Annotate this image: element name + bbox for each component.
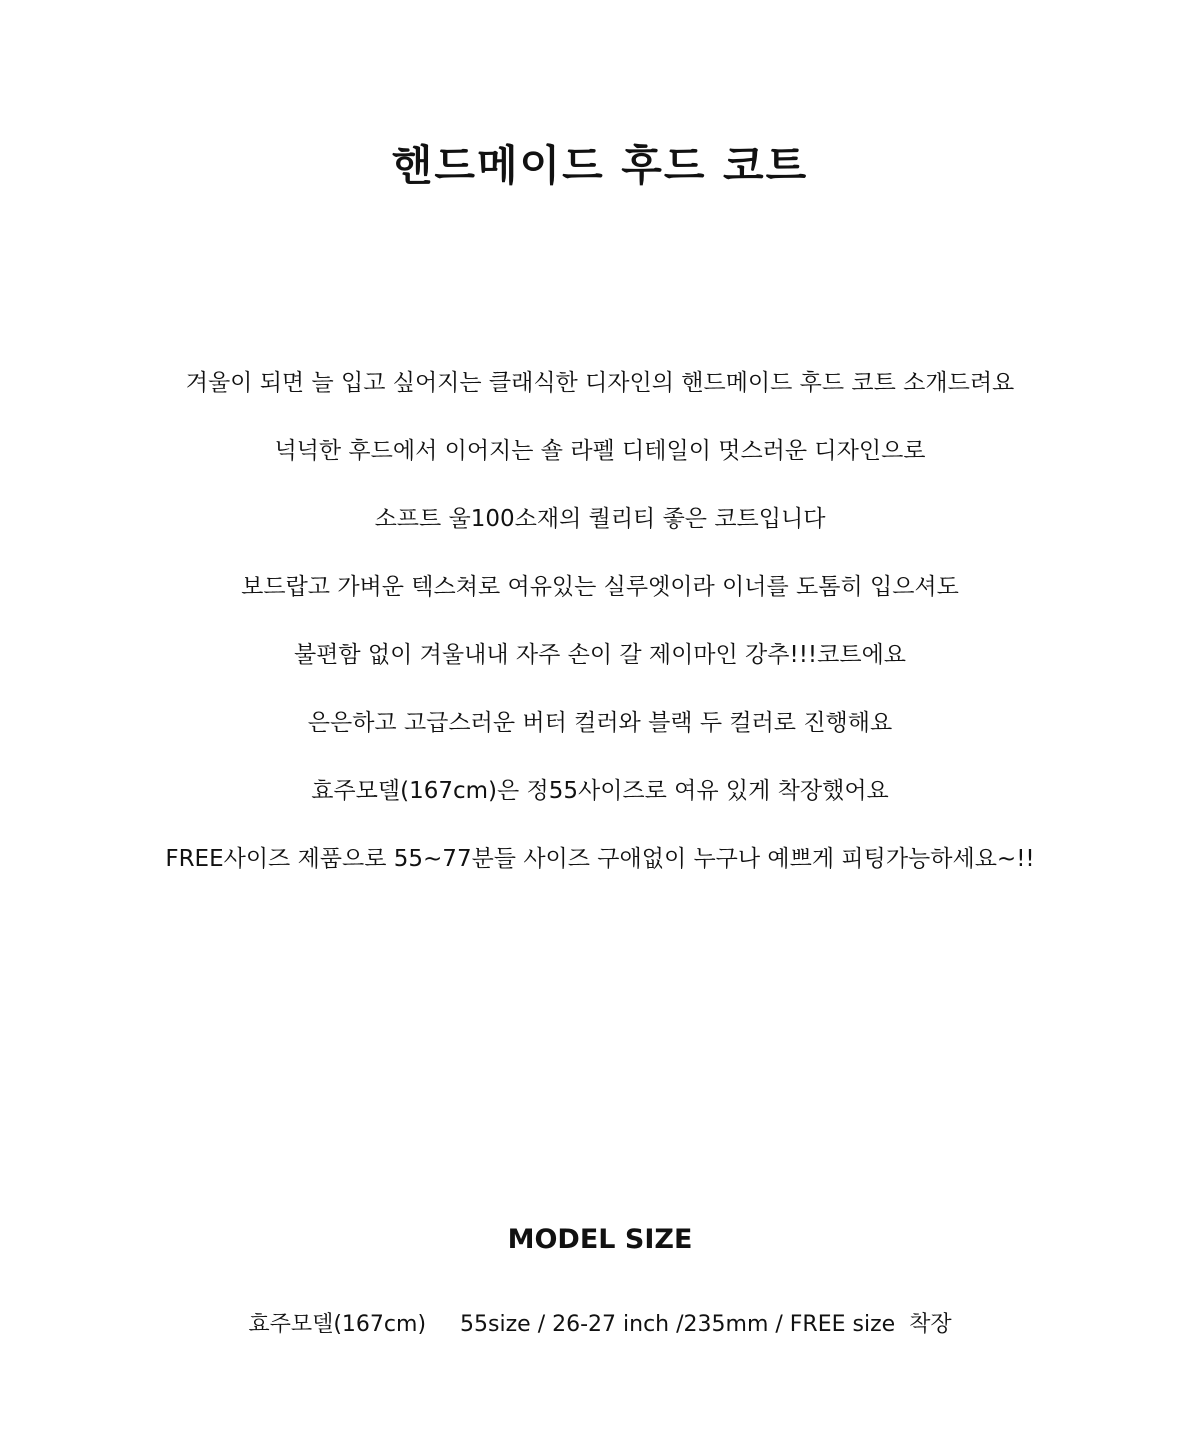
product-description [0, 363, 1200, 907]
description-line: 보드랍고 가벼운 텍스쳐로 여유있는 실루엣이라 이너를 도톰히 입으셔도 [241, 574, 959, 600]
description-line: 소프트 울100소재의 퀄리티 좋은 코트입니다 [374, 506, 826, 532]
product-title: 핸드메이드 후드 코트 [391, 141, 809, 190]
model-size-heading: MODEL SIZE [507, 1224, 693, 1255]
description-line: 넉넉한 후드에서 이어지는 숄 라펠 디테일이 멋스러운 디자인으로 [274, 438, 926, 464]
description-line: 효주모델(167cm)은 정55사이즈로 여유 있게 착장했어요 [311, 778, 889, 804]
description-line: 불편함 없이 겨울내내 자주 손이 갈 제이마인 강추!!!코트에요 [293, 642, 907, 668]
model-name: 효주모델(167cm) [248, 1312, 427, 1337]
description-line: 은은하고 고급스러운 버터 컬러와 블랙 두 컬러로 진행해요 [307, 710, 893, 736]
model-size-info [0, 1305, 1200, 1345]
description-line: 겨울이 되면 늘 입고 싶어지는 클래식한 디자인의 핸드메이드 후드 코트 소개드려요 [185, 370, 1015, 396]
description-line: FREE사이즈 제품으로 55~77분들 사이즈 구애없이 누구나 예쁘게 피팅가능하세요~!! [165, 846, 1035, 872]
model-size-details: 55size / 26-27 inch /235mm / FREE size 착장 [460, 1312, 952, 1337]
